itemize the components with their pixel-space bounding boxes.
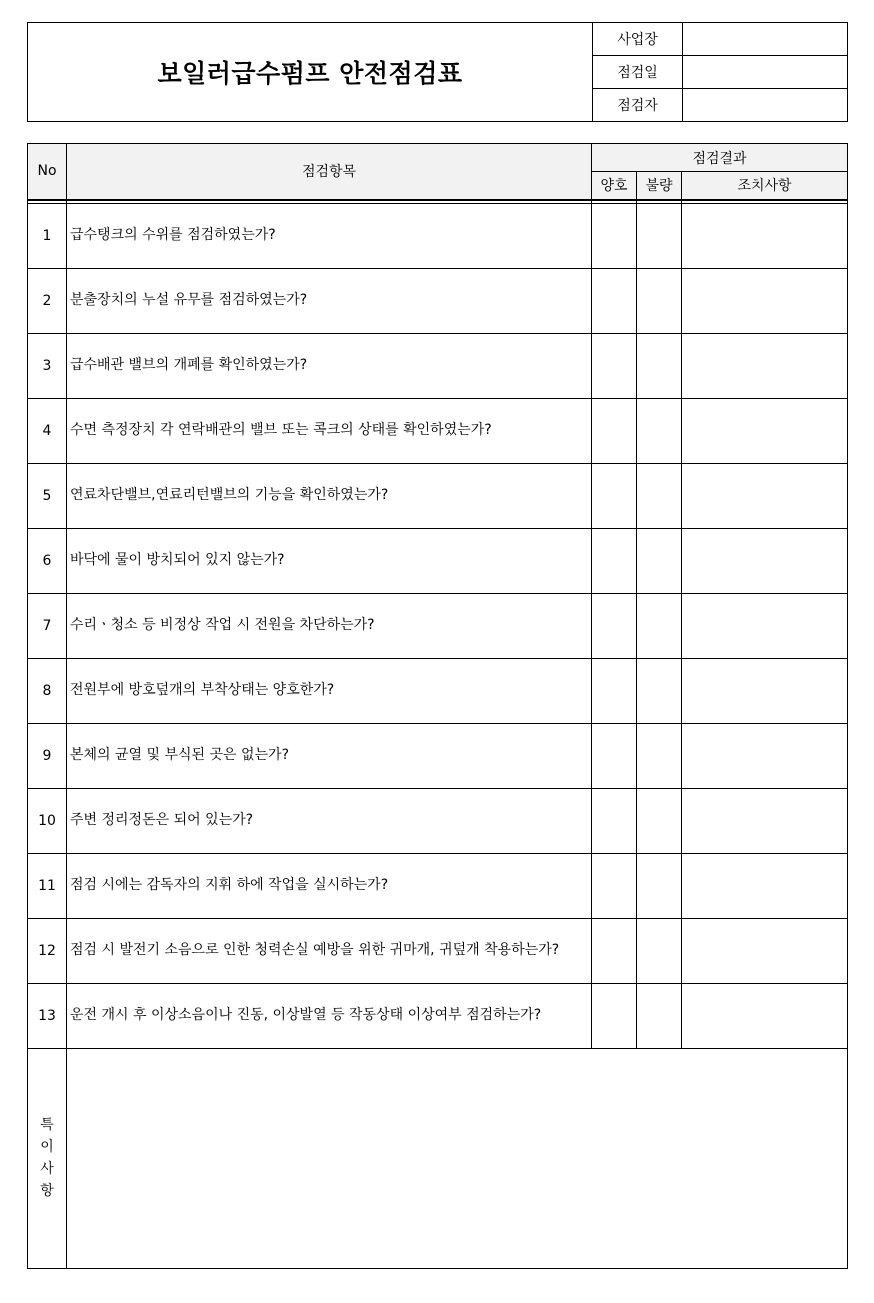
row-number: 1: [28, 203, 67, 268]
table-row: [28, 333, 848, 398]
workplace-field[interactable]: [683, 23, 848, 56]
row-item: 수면 측정장치 각 연락배관의 밸브 또는 콕크의 상태를 확인하였는가?: [67, 398, 592, 463]
row-item: 본체의 균열 및 부식된 곳은 없는가?: [67, 723, 592, 788]
row-item: 전원부에 방호덮개의 부착상태는 양호한가?: [67, 658, 592, 723]
column-header-no: No: [28, 144, 67, 200]
action-field[interactable]: [682, 398, 848, 463]
table-row: [28, 853, 848, 918]
good-checkbox-cell[interactable]: [592, 333, 637, 398]
table-row: [28, 918, 848, 983]
good-checkbox-cell[interactable]: [592, 788, 637, 853]
page-title: 보일러급수펌프 안전점검표: [28, 23, 593, 122]
row-item: 분출장치의 누설 유무를 점검하였는가?: [67, 268, 592, 333]
good-checkbox-cell[interactable]: [592, 723, 637, 788]
notes-field[interactable]: [67, 1048, 848, 1268]
action-field[interactable]: [682, 463, 848, 528]
bad-checkbox-cell[interactable]: [637, 333, 682, 398]
checklist-table: [27, 143, 848, 1269]
bad-checkbox-cell[interactable]: [637, 593, 682, 658]
good-checkbox-cell[interactable]: [592, 528, 637, 593]
row-number: 13: [28, 983, 67, 1048]
row-item: 운전 개시 후 이상소음이나 진동, 이상발열 등 작동상태 이상여부 점검하는가?: [67, 983, 592, 1048]
action-field[interactable]: [682, 853, 848, 918]
workplace-label: 사업장: [593, 23, 683, 56]
column-header-result: 점검결과: [592, 144, 848, 172]
bad-checkbox-cell[interactable]: [637, 463, 682, 528]
table-row: [28, 398, 848, 463]
action-field[interactable]: [682, 788, 848, 853]
bad-checkbox-cell[interactable]: [637, 983, 682, 1048]
bad-checkbox-cell[interactable]: [637, 398, 682, 463]
row-number: 10: [28, 788, 67, 853]
row-item: 급수배관 밸브의 개폐를 확인하였는가?: [67, 333, 592, 398]
row-item: 수리ㆍ청소 등 비정상 작업 시 전원을 차단하는가?: [67, 593, 592, 658]
good-checkbox-cell[interactable]: [592, 658, 637, 723]
good-checkbox-cell[interactable]: [592, 593, 637, 658]
row-number: 9: [28, 723, 67, 788]
row-number: 3: [28, 333, 67, 398]
table-row: [28, 528, 848, 593]
row-number: 4: [28, 398, 67, 463]
notes-label: 특 이 사 항: [28, 1048, 67, 1268]
row-number: 6: [28, 528, 67, 593]
bad-checkbox-cell[interactable]: [637, 853, 682, 918]
row-item: 급수탱크의 수위를 점검하였는가?: [67, 203, 592, 268]
row-number: 5: [28, 463, 67, 528]
header-table: [27, 22, 848, 122]
table-row: [28, 983, 848, 1048]
good-checkbox-cell[interactable]: [592, 268, 637, 333]
action-field[interactable]: [682, 203, 848, 268]
bad-checkbox-cell[interactable]: [637, 918, 682, 983]
column-header-action: 조치사항: [682, 172, 848, 200]
bad-checkbox-cell[interactable]: [637, 658, 682, 723]
action-field[interactable]: [682, 268, 848, 333]
good-checkbox-cell[interactable]: [592, 918, 637, 983]
row-item: 점검 시에는 감독자의 지휘 하에 작업을 실시하는가?: [67, 853, 592, 918]
column-header-bad: 불량: [637, 172, 682, 200]
checklist-rows: [28, 203, 848, 1048]
table-row: [28, 203, 848, 268]
row-number: 12: [28, 918, 67, 983]
table-row: [28, 788, 848, 853]
bad-checkbox-cell[interactable]: [637, 203, 682, 268]
row-item: 바닥에 물이 방치되어 있지 않는가?: [67, 528, 592, 593]
row-number: 2: [28, 268, 67, 333]
inspection-date-field[interactable]: [683, 56, 848, 89]
table-row: [28, 658, 848, 723]
action-field[interactable]: [682, 658, 848, 723]
table-row: [28, 463, 848, 528]
inspector-field[interactable]: [683, 89, 848, 122]
row-number: 7: [28, 593, 67, 658]
table-row: [28, 268, 848, 333]
row-item: 주변 정리정돈은 되어 있는가?: [67, 788, 592, 853]
action-field[interactable]: [682, 918, 848, 983]
column-header-item: 점검항목: [67, 144, 592, 200]
table-row: [28, 593, 848, 658]
good-checkbox-cell[interactable]: [592, 853, 637, 918]
table-row: [28, 723, 848, 788]
column-header-good: 양호: [592, 172, 637, 200]
action-field[interactable]: [682, 593, 848, 658]
bad-checkbox-cell[interactable]: [637, 788, 682, 853]
bad-checkbox-cell[interactable]: [637, 723, 682, 788]
row-item: 연료차단밸브,연료리턴밸브의 기능을 확인하였는가?: [67, 463, 592, 528]
good-checkbox-cell[interactable]: [592, 203, 637, 268]
row-number: 11: [28, 853, 67, 918]
bad-checkbox-cell[interactable]: [637, 528, 682, 593]
good-checkbox-cell[interactable]: [592, 398, 637, 463]
inspector-label: 점검자: [593, 89, 683, 122]
row-item: 점검 시 발전기 소음으로 인한 청력손실 예방을 위한 귀마개, 귀덮개 착용하는가?: [67, 918, 592, 983]
bad-checkbox-cell[interactable]: [637, 268, 682, 333]
row-number: 8: [28, 658, 67, 723]
good-checkbox-cell[interactable]: [592, 983, 637, 1048]
action-field[interactable]: [682, 528, 848, 593]
action-field[interactable]: [682, 333, 848, 398]
good-checkbox-cell[interactable]: [592, 463, 637, 528]
inspection-date-label: 점검일: [593, 56, 683, 89]
action-field[interactable]: [682, 723, 848, 788]
action-field[interactable]: [682, 983, 848, 1048]
